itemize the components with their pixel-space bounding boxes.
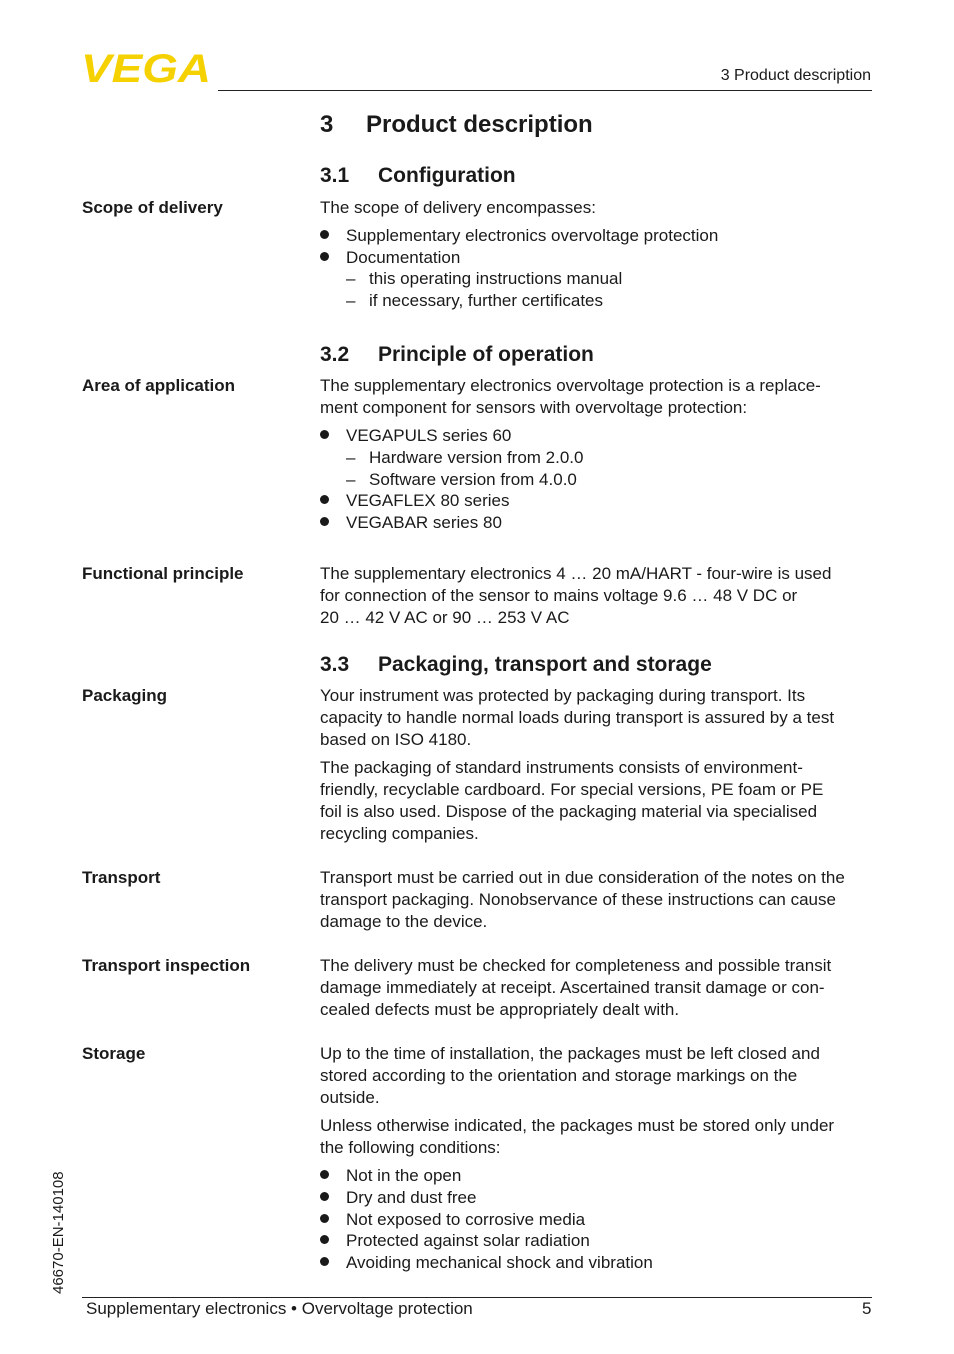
running-title: 3 Product description — [720, 67, 871, 84]
bullet-icon — [320, 1257, 329, 1266]
paragraph: Transport must be carried out in due consideration of the notes on the transport packaging. Nonobservance of these instructions can cause damage to the device. — [320, 868, 845, 931]
header-rule — [218, 90, 872, 91]
list-item: Protected against solar radiation — [320, 1230, 590, 1252]
sub-list-item: – Hardware version from 2.0.0 — [346, 448, 584, 467]
section-title: Principle of operation — [378, 343, 594, 366]
bullet-icon — [320, 430, 329, 439]
side-label-area-of-application: Area of application — [82, 376, 236, 395]
sub-list-item: – Software version from 4.0.0 — [346, 470, 577, 489]
list-item: VEGAFLEX 80 series — [320, 490, 509, 512]
paragraph: The scope of delivery encompasses: — [320, 198, 596, 217]
footer-rule — [82, 1297, 872, 1298]
list-item: VEGAPULS series 60 — [320, 425, 511, 447]
section-number: 3.1 — [320, 164, 350, 187]
svg-text:VEGA: VEGA — [81, 50, 211, 84]
section-heading-principle-of-operation — [320, 343, 594, 367]
section-title: Configuration — [378, 164, 516, 187]
paragraph: Unless otherwise indicated, the packages must be stored only under the following conditions: — [320, 1116, 835, 1157]
paragraph: The packaging of standard instruments consists of environment- friendly, recyclable cardboard. For special versions, PE foam or PE foil is also used. Dispose of the packaging material via specialised recycling companies. — [320, 758, 824, 843]
list-item: Not exposed to corrosive media — [320, 1209, 585, 1231]
paragraph: The supplementary electronics overvoltage protection is a replace- ment component for sensors with overvoltage protection: — [320, 376, 821, 417]
list-item: Not in the open — [320, 1165, 461, 1187]
list-item: Supplementary electronics overvoltage protection — [320, 225, 718, 247]
vega-logo — [81, 50, 213, 84]
sub-list-item: – if necessary, further certificates — [346, 291, 603, 310]
side-label-functional-principle: Functional principle — [82, 564, 244, 583]
chapter-heading — [320, 111, 593, 139]
bullet-icon — [320, 252, 329, 261]
chapter-number: 3 — [320, 111, 334, 138]
bullet-icon — [320, 1235, 329, 1244]
side-label-scope-of-delivery: Scope of delivery — [82, 198, 223, 217]
list-item: VEGABAR series 80 — [320, 512, 502, 534]
section-heading-configuration — [320, 164, 516, 188]
page-number: 5 — [862, 1299, 872, 1318]
list-item: Dry and dust free — [320, 1187, 476, 1209]
paragraph: Your instrument was protected by packaging during transport. Its capacity to handle normal loads during transport is assured by a test based on ISO 4180. — [320, 686, 835, 749]
section-heading-packaging-transport-storage — [320, 653, 712, 677]
paragraph: The supplementary electronics 4 … 20 mA/HART - four-wire is used for connection of the sensor to mains voltage 9.6 … 48 V DC or 20 … 42 V AC or 90 … 253 V AC — [320, 564, 832, 627]
side-label-packaging: Packaging — [82, 686, 168, 705]
bullet-icon — [320, 1170, 329, 1179]
section-number: 3.3 — [320, 653, 350, 676]
bullet-icon — [320, 495, 329, 504]
side-label-transport-inspection: Transport inspection — [82, 956, 251, 975]
bullet-icon — [320, 1192, 329, 1201]
bullet-icon — [320, 230, 329, 239]
list-item: Avoiding mechanical shock and vibration — [320, 1252, 653, 1274]
bullet-icon — [320, 517, 329, 526]
section-number: 3.2 — [320, 343, 350, 366]
paragraph: The delivery must be checked for completeness and possible transit damage immediately at receipt. Ascertained transit damage or con- cealed defects must be appropriately dealt with. — [320, 956, 832, 1019]
list-item: Documentation — [320, 247, 460, 269]
sub-list-item: – this operating instructions manual — [346, 269, 623, 288]
footer-text: Supplementary electronics • Overvoltage protection — [86, 1299, 473, 1318]
side-label-transport: Transport — [82, 868, 161, 887]
document-number: 46670-EN-140108 — [50, 1171, 67, 1294]
section-title: Packaging, transport and storage — [378, 653, 712, 676]
bullet-icon — [320, 1214, 329, 1223]
chapter-title: Product description — [366, 111, 593, 138]
paragraph: Up to the time of installation, the packages must be left closed and stored according to the orientation and storage markings on the outside. — [320, 1044, 820, 1107]
side-label-storage: Storage — [82, 1044, 146, 1063]
